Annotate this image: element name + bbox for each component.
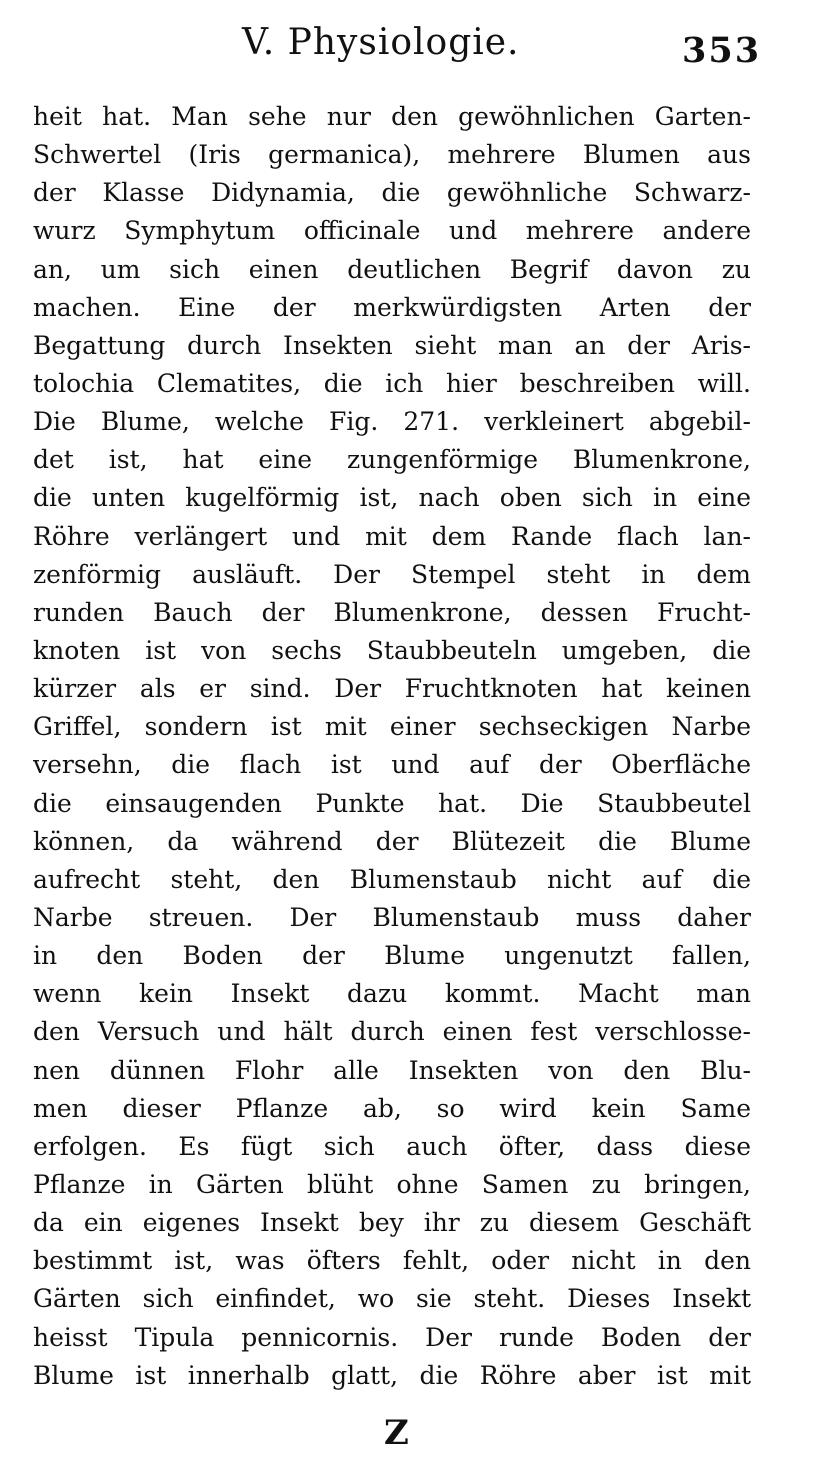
text-line: det ist, hat eine zungenförmige Blumenkrone, (33, 445, 751, 475)
text-line: Schwertel (Iris germanica), mehrere Blumen aus (33, 140, 751, 170)
text-line: können, da während der Blütezeit die Blume (33, 826, 751, 856)
signature-mark: Z (384, 1413, 409, 1453)
text-line: da ein eigenes Insekt bey ihr zu diesem Geschäft (33, 1208, 751, 1238)
text-line: men dieser Pflanze ab, so wird kein Same (33, 1093, 751, 1123)
text-line: versehn, die flach ist und auf der Oberfläche (33, 750, 751, 780)
text-line: die einsaugenden Punkte hat. Die Staubbeutel (33, 788, 751, 818)
text-line: nen dünnen Flohr alle Insekten von den Blu- (33, 1055, 751, 1085)
text-line: machen. Eine der merkwürdigsten Arten der (33, 292, 751, 322)
text-line: knoten ist von sechs Staubbeuteln umgeben, die (33, 635, 751, 665)
text-line: runden Bauch der Blumenkrone, dessen Frucht- (33, 597, 751, 627)
running-head (0, 22, 830, 72)
text-line: Blume ist innerhalb glatt, die Röhre aber ist mit (33, 1360, 751, 1390)
text-line: aufrecht steht, den Blumenstaub nicht auf die (33, 864, 751, 894)
text-line: zenförmig ausläuft. Der Stempel steht in dem (33, 559, 751, 589)
text-line: die unten kugelförmig ist, nach oben sich in eine (33, 483, 751, 513)
text-line: Gärten sich einfindet, wo sie steht. Dieses Insekt (33, 1284, 751, 1314)
body-text (33, 98, 751, 1395)
text-line: in den Boden der Blume ungenutzt fallen, (33, 941, 751, 971)
text-line: den Versuch und hält durch einen fest verschlosse- (33, 1017, 751, 1047)
text-line: Die Blume, welche Fig. 271. verkleinert abgebil- (33, 407, 751, 437)
text-line: Begattung durch Insekten sieht man an der Aris- (33, 330, 751, 360)
text-line: Pflanze in Gärten blüht ohne Samen zu bringen, (33, 1169, 751, 1199)
text-line: bestimmt ist, was öfters fehlt, oder nicht in den (33, 1246, 751, 1276)
text-line: an, um sich einen deutlichen Begrif davon zu (33, 254, 751, 284)
text-line: Narbe streuen. Der Blumenstaub muss daher (33, 902, 751, 932)
text-line: Röhre verlängert und mit dem Rande flach lan- (33, 521, 751, 551)
text-line: erfolgen. Es fügt sich auch öfter, dass diese (33, 1131, 751, 1161)
text-line: wurz Symphytum officinale und mehrere andere (33, 216, 751, 246)
page-number: 353 (682, 30, 762, 71)
text-line: kürzer als er sind. Der Fruchtknoten hat keinen (33, 674, 751, 704)
text-line: tolochia Clematites, die ich hier beschreiben will. (33, 368, 751, 398)
text-line: heisst Tipula pennicornis. Der runde Boden der (33, 1322, 751, 1352)
text-line: Griffel, sondern ist mit einer sechseckigen Narbe (33, 712, 751, 742)
text-line: heit hat. Man sehe nur den gewöhnlichen Garten- (33, 102, 751, 131)
text-line: wenn kein Insekt dazu kommt. Macht man (33, 979, 751, 1009)
text-line: der Klasse Didynamia, die gewöhnliche Schwarz- (33, 178, 751, 208)
running-title: V. Physiologie. (242, 22, 520, 63)
